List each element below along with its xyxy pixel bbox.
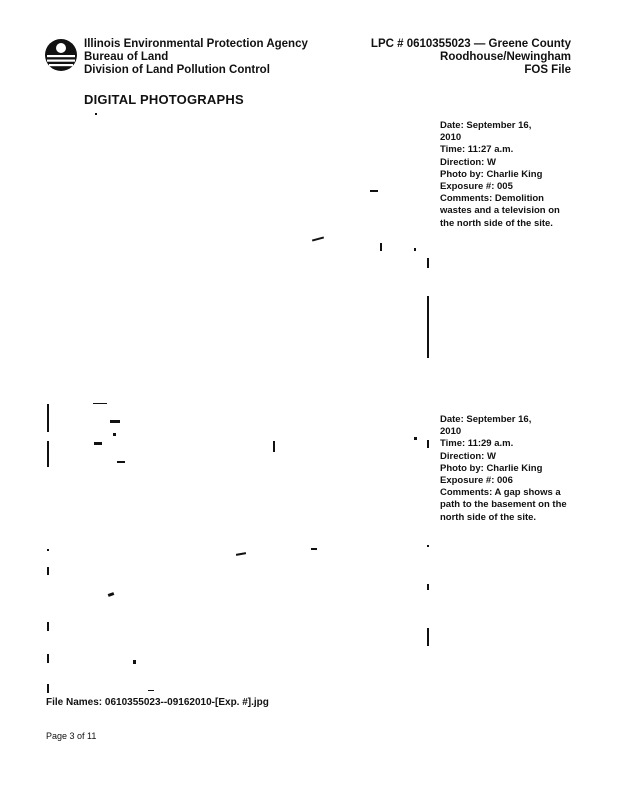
photo-comments: Comments: A gap shows a path to the basement on the north side of the site. bbox=[440, 487, 567, 523]
lpc-number: LPC # 0610355023 — Greene County bbox=[370, 38, 571, 50]
photo-photographer: Photo by: Charlie King bbox=[440, 168, 543, 180]
photo-caption-1 bbox=[440, 120, 570, 230]
page-title: DIGITAL PHOTOGRAPHS bbox=[84, 92, 244, 107]
photo-date: Date: September 16, bbox=[440, 414, 532, 425]
photo-comments: Comments: Demolition wastes and a television on the north side of the site. bbox=[440, 193, 560, 229]
file-type: FOS File bbox=[524, 64, 571, 76]
photo-time: Time: 11:27 a.m. bbox=[440, 144, 514, 156]
photo-year: 2010 bbox=[440, 132, 462, 144]
agency-name: Illinois Environmental Protection Agency bbox=[84, 38, 308, 50]
lpc-block bbox=[371, 38, 571, 77]
division-name: Division of Land Pollution Control bbox=[84, 64, 270, 76]
photo-direction: Direction: W bbox=[440, 450, 496, 462]
photo-direction: Direction: W bbox=[440, 156, 496, 168]
photo-date: Date: September 16, bbox=[440, 120, 532, 131]
photo-time: Time: 11:29 a.m. bbox=[440, 438, 514, 450]
agency-block bbox=[84, 38, 308, 77]
site-name: Roodhouse/Newingham bbox=[440, 51, 571, 63]
page-number: Page 3 of 11 bbox=[46, 731, 97, 741]
illinois-epa-seal-icon bbox=[44, 38, 78, 72]
file-names: File Names: 0610355023--09162010-[Exp. #].jpg bbox=[46, 697, 269, 708]
photo-exposure: Exposure #: 005 bbox=[440, 181, 513, 193]
bureau-name: Bureau of Land bbox=[84, 51, 169, 63]
photo-year: 2010 bbox=[440, 426, 462, 438]
photo-caption-2 bbox=[440, 414, 570, 524]
photo-exposure: Exposure #: 006 bbox=[440, 475, 513, 487]
photo-photographer: Photo by: Charlie King bbox=[440, 462, 543, 474]
